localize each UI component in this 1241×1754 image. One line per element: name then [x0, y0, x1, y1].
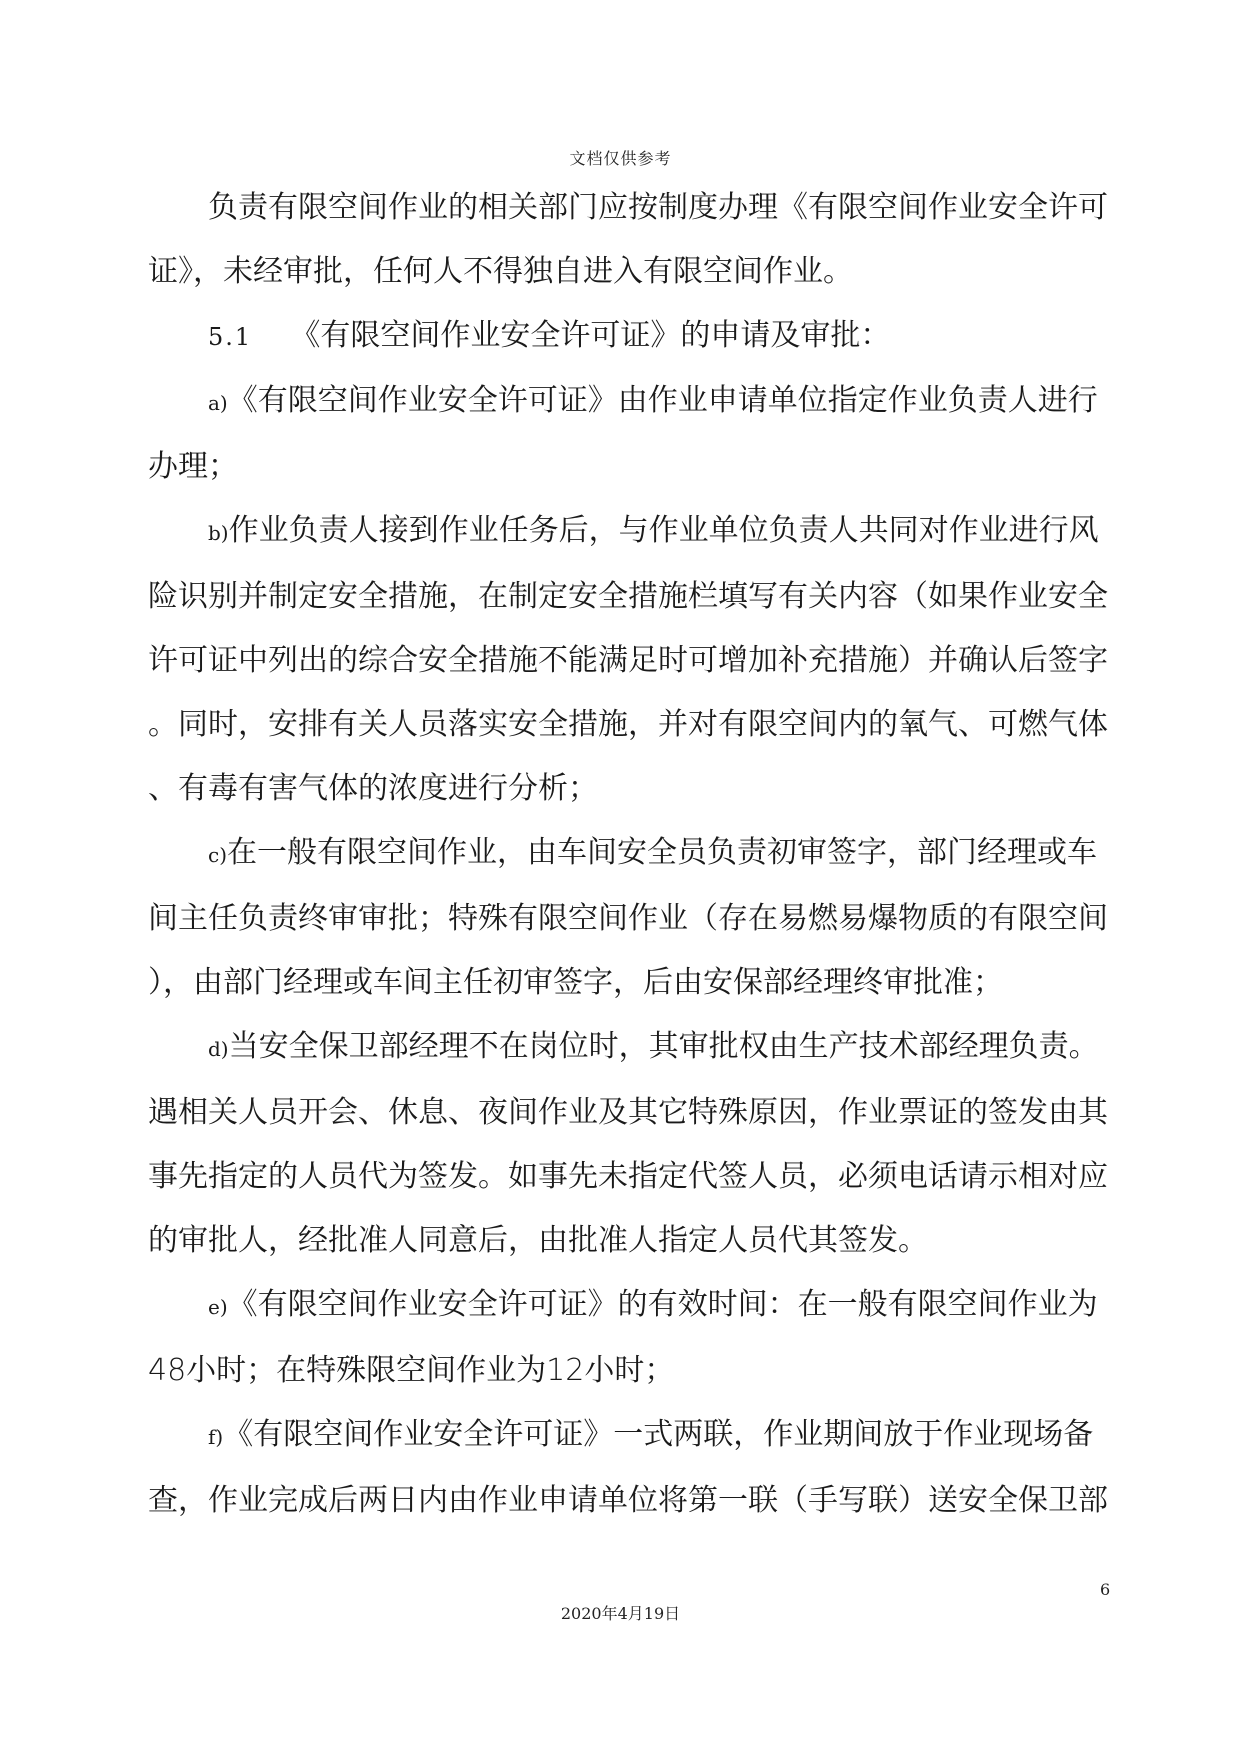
text-line: 事先指定的人员代为签发。如事先未指定代签人员，必须电话请示相对应: [148, 1159, 1108, 1194]
text-line: 负责有限空间作业的相关部门应按制度办理《有限空间作业安全许可: [208, 190, 1108, 225]
section-title: 《有限空间作业安全许可证》的申请及审批：: [290, 318, 891, 353]
page-number: 6: [1100, 1580, 1111, 1599]
text-line: 许可证中列出的综合安全措施不能满足时可增加补充措施）并确认后签字: [148, 643, 1108, 678]
text-line: 间主任负责终审审批；特殊有限空间作业（存在易燃易爆物质的有限空间: [148, 901, 1108, 936]
section-number: 5.1: [208, 323, 253, 351]
text-line: 48小时；在特殊限空间作业为12小时；: [148, 1353, 675, 1388]
item-label: b): [208, 521, 229, 545]
text-line: 查，作业完成后两日内由作业申请单位将第一联（手写联）送安全保卫部: [148, 1483, 1108, 1518]
text-line: 证》，未经审批，任何人不得独自进入有限空间作业。: [148, 254, 853, 289]
text-line: 在一般有限空间作业，由车间安全员负责初审签字，部门经理或车: [227, 835, 1098, 870]
text-line: 的审批人，经批准人同意后，由批准人指定人员代其签发。: [148, 1223, 928, 1258]
item-label: f): [208, 1425, 224, 1449]
item-label: d): [208, 1037, 229, 1061]
item-label: a): [208, 391, 228, 415]
page-header: 文档仅供参考: [569, 149, 672, 168]
item-label: c): [208, 843, 228, 867]
text-line: 。同时，安排有关人员落实安全措施，并对有限空间内的氧气、可燃气体: [148, 707, 1108, 742]
list-item-f: [148, 1403, 1108, 1533]
text-line: 《有限空间作业安全许可证》由作业申请单位指定作业负责人进行: [227, 383, 1098, 418]
document-body: [148, 176, 1108, 1533]
list-item-b: [148, 499, 1108, 821]
text-line: 险识别并制定安全措施，在制定安全措施栏填写有关内容（如果作业安全: [148, 579, 1108, 614]
text-line: ），由部门经理或车间主任初审签字，后由安保部经理终审批准；: [148, 965, 1003, 1000]
section-heading-5-1: [148, 304, 1108, 369]
list-item-a: [148, 369, 1108, 499]
text-line: 、有毒有害气体的浓度进行分析；: [148, 771, 598, 806]
text-line: 遇相关人员开会、休息、夜间作业及其它特殊原因，作业票证的签发由其: [148, 1095, 1108, 1130]
text-line: 办理；: [148, 449, 238, 484]
paragraph-intro: [148, 176, 1108, 304]
text-line: 《有限空间作业安全许可证》一式两联，作业期间放于作业现场备: [223, 1417, 1094, 1452]
text-line: 作业负责人接到作业任务后，与作业单位负责人共同对作业进行风: [228, 513, 1099, 548]
text-line: 当安全保卫部经理不在岗位时，其审批权由生产技术部经理负责。: [228, 1029, 1099, 1064]
list-item-c: [148, 821, 1108, 1015]
text-line: 《有限空间作业安全许可证》的有效时间：在一般有限空间作业为: [227, 1287, 1098, 1322]
list-item-d: [148, 1015, 1108, 1273]
list-item-e: [148, 1273, 1108, 1403]
footer-date: 2020年4月19日: [560, 1604, 681, 1623]
item-label: e): [208, 1295, 228, 1319]
